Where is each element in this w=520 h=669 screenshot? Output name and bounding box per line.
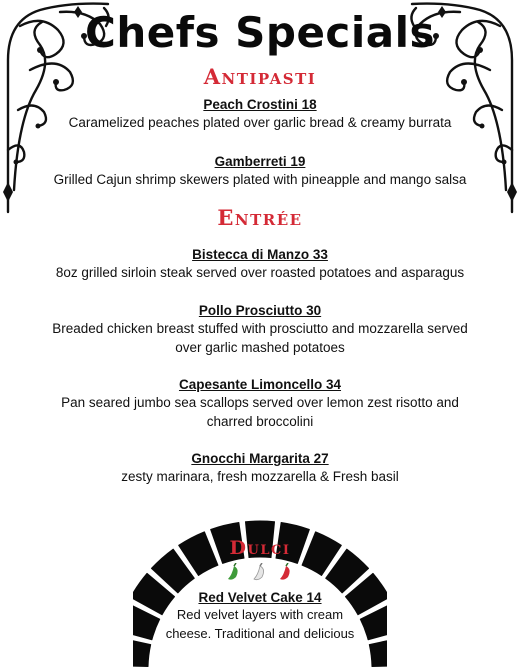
- menu-item-description: Pan seared jumbo sea scallops served over lemon zest risotto and charred broccolini: [61, 395, 459, 429]
- green-pepper-icon: [228, 563, 238, 580]
- menu-item: [20, 246, 500, 282]
- arch-brick: [369, 637, 387, 667]
- menu-item-description: Caramelized peaches plated over garlic bread & creamy burrata: [68, 115, 452, 130]
- menu-item-name: Peach Crostini 18: [203, 97, 317, 112]
- menu-item-name: Bistecca di Manzo 33: [192, 247, 328, 262]
- menu-item: [160, 589, 360, 643]
- menu-item: [20, 153, 500, 189]
- section-title-dulci: Dulci: [229, 537, 291, 559]
- white-pepper-icon: [254, 563, 264, 580]
- section-title-antipasti: Antipasti: [203, 64, 317, 89]
- menu-item-description: Breaded chicken breast stuffed with prosciutto and mozzarella served over garlic mashed potatoes: [52, 321, 468, 355]
- menu-item-name: Gnocchi Margarita 27: [191, 451, 329, 466]
- menu-item-name: Red Velvet Cake 14: [198, 590, 322, 605]
- menu-item-name: Capesante Limoncello 34: [178, 377, 342, 392]
- menu-item-description: Red velvet layers with cream cheese. Traditional and delicious: [165, 607, 355, 641]
- section-title-entree: Entrée: [217, 205, 303, 230]
- menu-item-description: zesty marinara, fresh mozzarella & Fresh basil: [121, 469, 399, 484]
- menu-title: Chefs Specials: [85, 8, 435, 57]
- arch-brick: [133, 637, 151, 667]
- menu-item: [20, 96, 500, 132]
- menu-item-name: Pollo Prosciutto 30: [198, 303, 322, 318]
- menu-item: [40, 376, 480, 431]
- menu-item-name: Gamberreti 19: [214, 154, 306, 169]
- menu-item-description: Grilled Cajun shrimp skewers plated with pineapple and mango salsa: [53, 172, 467, 187]
- pepper-row: [222, 563, 298, 581]
- brick-oven-arch-icon: [133, 505, 387, 669]
- menu-item-description: 8oz grilled sirloin steak served over roasted potatoes and asparagus: [55, 265, 465, 280]
- menu-item: [40, 302, 480, 357]
- red-pepper-icon: [280, 563, 290, 580]
- menu-item: [20, 450, 500, 486]
